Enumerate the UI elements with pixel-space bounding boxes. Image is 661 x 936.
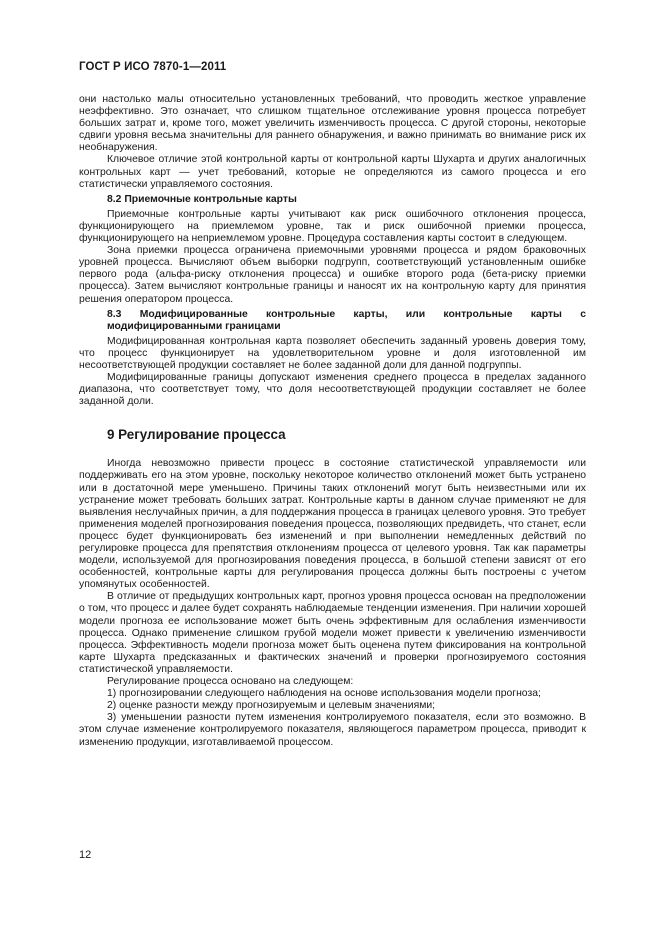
paragraph: они настолько малы относительно установленных требований, что проводить жесткое управление неэффективно. Это означает, что слишком тщательное отслеживание уровня процесса потребует больших затрат и, кроме того, может увеличить изменчивость процесса. С другой стороны, некоторые сдвиги уровня весьма значительны для раннего обнаружения, и важно принимать во внимание риск их необнаружения.: [79, 94, 586, 154]
list-item: 1) прогнозировании следующего наблюдения на основе использования модели прогноза;: [107, 688, 541, 700]
subsection-heading-8-3: 8.3 Модифицированные контрольные карты, или контрольные карты с модифицированными границами: [107, 308, 586, 332]
paragraph: Регулирование процесса основано на следующем:: [107, 676, 354, 688]
page-body: [79, 94, 586, 749]
subsection-heading-8-2: 8.2 Приемочные контрольные карты: [107, 193, 297, 205]
paragraph: Зона приемки процесса ограничена приемочными уровнями процесса и рядом браковочных уровней процесса. Вычисляют объем выборки подгрупп, соответствующий установленным ошибке первого рода (альфа-риску отклонения процесса) и ошибке второго рода (бета-риску приемки процесса). Затем вычисляют контрольные границы и наносят их на контрольную карту для принятия решения оператором процесса.: [79, 245, 586, 305]
paragraph: Модифицированная контрольная карта позволяет обеспечить заданный уровень доверия тому, что процесс функционирует на удовлетворительном уровне и доля изготовленной им несоответствующей продукции составляет не более заданной доли для данной подгруппы.: [79, 335, 586, 371]
paragraph: Модифицированные границы допускают изменения среднего процесса в пределах заданного диапазона, что соответствует тому, что доля несоответствующей продукции составляет не более заданной доли.: [79, 372, 586, 408]
document-header: ГОСТ Р ИСО 7870-1—2011: [79, 61, 227, 73]
section-heading-9: 9 Регулирование процесса: [107, 427, 286, 443]
paragraph: Иногда невозможно привести процесс в состояние статистической управляемости или поддерживать его на этом уровне, поскольку некоторое количество отклонений может быть устранено или в достаточной мере уменьшено. Причины таких отклонений могут быть неизвестными или их устранение может требовать больших затрат. Контрольные карты в данном случае применяют не для выявления неслучайных причин, а для поддержания процесса в границах целевого уровня. Это требует применения моделей прогнозирования поведения процесса, позволяющих предвидеть, что станет, если процесс будет функционировать без изменений и при выполнении немедленных действий по регулировке процесса для препятствия отклонениям процесса от целевого уровня. Так как параметры модели, используемой для прогнозирования поведения процесса, в большой степени зависят от его особенностей, контрольные карты для регулирования процесса должны быть построены с учетом упомянутых особенностей.: [79, 458, 586, 591]
paragraph: Приемочные контрольные карты учитывают как риск ошибочного отклонения процесса, функционирующего на приемлемом уровне, так и риск ошибочной приемки процесса, функционирующего на неприемлемом уровне. Процедура составления карты состоит в следующем.: [79, 208, 586, 245]
page-number: 12: [79, 849, 92, 861]
paragraph: Ключевое отличие этой контрольной карты от контрольной карты Шухарта и других аналогичных контрольных карт — учет требований, которые не определяются из самого процесса и его статистически управляемого состояния.: [79, 154, 586, 190]
paragraph: В отличие от предыдущих контрольных карт, прогноз уровня процесса основан на предположении о том, что процесс и далее будет сохранять наблюдаемые тенденции изменения. При наличии хорошей модели прогноза ее использование может быть очень эффективным для ослабления изменчивости процесса. Однако применение слишком грубой модели может привести к увеличению изменчивости процесса. Эффективность модели прогноза может быть оценена путем фиксирования на контрольной карте Шухарта предсказанных и фактических значений и проверки прогнозируемого состояния статистической управляемости.: [79, 591, 586, 675]
list-item: 3) уменьшении разности путем изменения контролируемого показателя, если это возможно. В этом случае изменение контролируемого показателя, являющегося параметром процесса, приводит к изменению продукции, изготавливаемой процессом.: [79, 712, 586, 748]
list-item: 2) оценке разности между прогнозируемым и целевым значениями;: [107, 700, 436, 712]
